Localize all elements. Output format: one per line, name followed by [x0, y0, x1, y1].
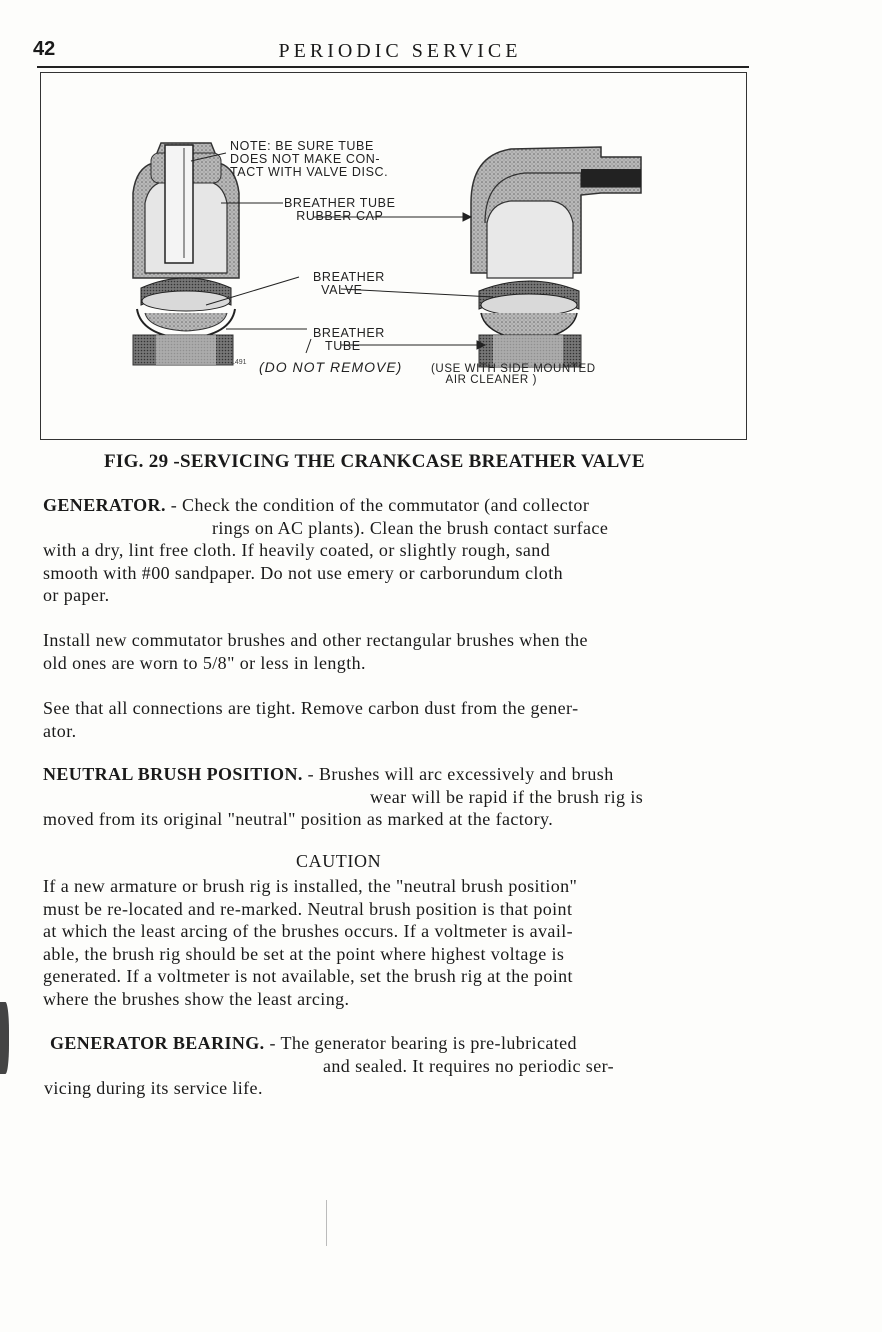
text-line: and sealed. It requires no periodic ser- — [323, 1055, 615, 1076]
label-rubber-cap: BREATHER TUBE RUBBER CAP — [284, 196, 396, 223]
label-do-not-remove: (DO NOT REMOVE) — [259, 359, 403, 375]
text-line: with a dry, lint free cloth. If heavily coated, or slightly rough, sand — [43, 540, 551, 560]
caution-title: CAUTION — [296, 851, 382, 871]
text-line: - The generator bearing is pre-lubricated — [264, 1033, 577, 1053]
text-line: rings on AC plants). Clean the brush contact surface — [212, 517, 609, 538]
text-line: - Check the condition of the commutator (and collector — [165, 495, 590, 515]
bearing-paragraph — [44, 1032, 615, 1100]
label-breather-tube: BREATHER TUBE — [313, 326, 385, 353]
plate-number: 1491 — [231, 359, 247, 366]
left-edge-binding-mark — [0, 1002, 9, 1074]
label-side-mounted: (USE WITH SIDE MOUNTED AIR CLEANER ) — [431, 363, 596, 386]
center-fold-mark — [326, 1200, 327, 1246]
text-line: wear will be rapid if the brush rig is — [370, 786, 644, 807]
label-note: NOTE: BE SURE TUBE DOES NOT MAKE CON- TACT WITH VALVE DISC. — [230, 139, 389, 179]
left-breather-assembly — [133, 143, 239, 365]
text-line: Install new commutator brushes and other rectangular brushes when the — [43, 630, 588, 650]
label-breather-valve: BREATHER VALVE — [313, 270, 385, 297]
figure-caption: FIG. 29 -SERVICING THE CRANKCASE BREATHER VALVE — [104, 451, 645, 472]
text-line: able, the brush rig should be set at the point where highest voltage is — [43, 943, 565, 964]
header-rule — [37, 66, 749, 68]
caution-paragraph — [43, 875, 577, 1010]
generator-paragraph — [43, 494, 608, 607]
brushes-paragraph — [43, 629, 588, 674]
page-number: 42 — [33, 38, 56, 60]
text-line: or paper. — [43, 585, 110, 605]
text-line: generated. If a voltmeter is not available, set the brush rig at the point — [43, 966, 573, 986]
text-line: where the brushes show the least arcing. — [43, 988, 350, 1009]
text-line: ator. — [43, 720, 77, 741]
text-line: - Brushes will arc excessively and brush — [302, 764, 614, 784]
text-line: at which the least arcing of the brushes occurs. If a voltmeter is avail- — [43, 921, 574, 941]
text-line: moved from its original "neutral" position as marked at the factory. — [43, 809, 554, 829]
text-line: See that all connections are tight. Remove carbon dust from the gener- — [43, 698, 579, 718]
running-head: PERIODIC SERVICE — [278, 40, 522, 62]
neutral-heading: NEUTRAL BRUSH POSITION. — [43, 764, 303, 784]
right-breather-assembly — [471, 147, 641, 367]
neutral-paragraph — [43, 763, 643, 831]
text-line: If a new armature or brush rig is installed, the "neutral brush position" — [43, 876, 578, 896]
breather-illustration — [41, 73, 746, 439]
figure-box — [40, 72, 747, 440]
text-line: vicing during its service life. — [44, 1078, 263, 1098]
text-line: old ones are worn to 5/8" or less in length. — [43, 652, 366, 673]
connections-paragraph — [43, 697, 578, 742]
text-line: smooth with #00 sandpaper. Do not use emery or carborundum cloth — [43, 562, 564, 583]
generator-heading: GENERATOR. — [43, 495, 166, 515]
bearing-heading: GENERATOR BEARING. — [50, 1033, 265, 1053]
text-line: must be re-located and re-marked. Neutral brush position is that point — [43, 898, 573, 919]
